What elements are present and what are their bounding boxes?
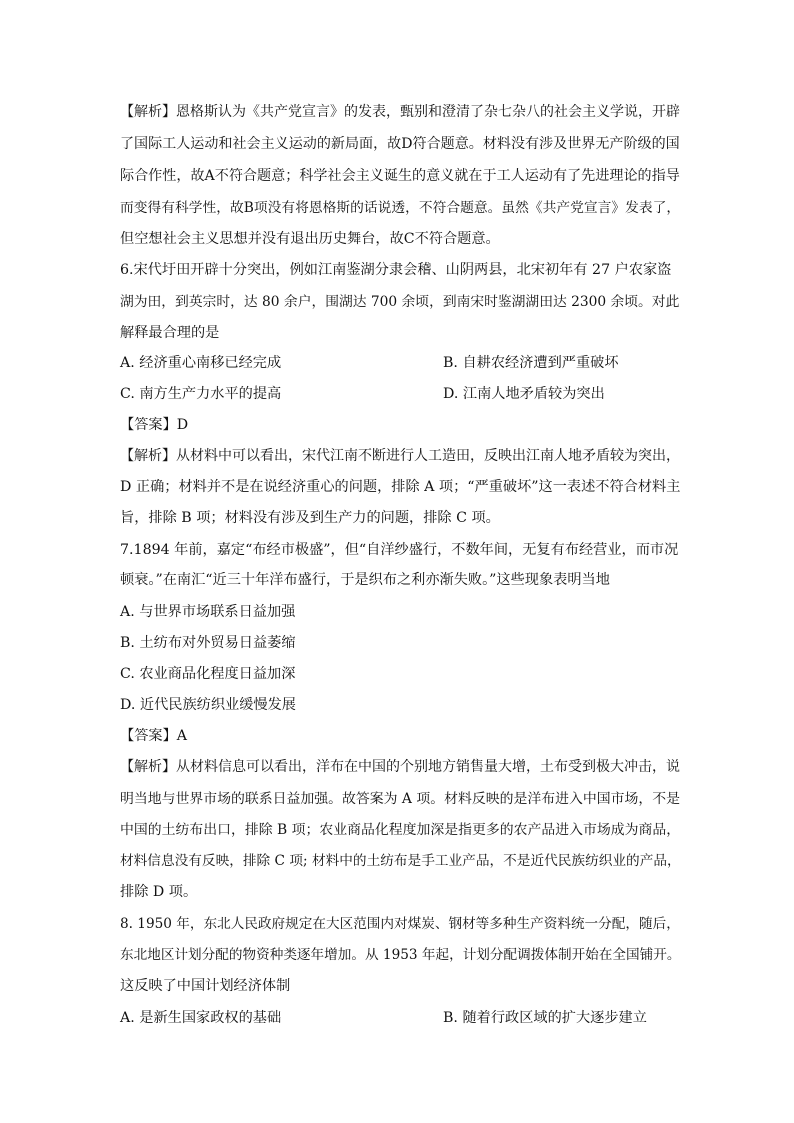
q5-analysis-line-1: 【解析】恩格斯认为《共产党宣言》的发表，甄别和澄清了杂七杂八的社会主义学说，开辟 xyxy=(120,104,680,120)
q6-option-a: A. 经济重心南移已经完成 xyxy=(120,355,282,371)
q7-analysis-line-5: 排除 D 项。 xyxy=(120,884,198,900)
q6-stem-line-2: 湖为田，到英宗时，达 80 余户，围湖达 700 余顷，到南宋时鉴湖湖田达 2300 余顷。对此 xyxy=(120,294,680,310)
q7-answer: 【答案】A xyxy=(120,728,187,744)
q7-analysis-line-4: 材料信息没有反映，排除 C 项; 材料中的土纺布是手工业产品，不是近代民族纺织业的产品， xyxy=(120,853,681,869)
q5-analysis-line-4: 而变得有科学性，故B项没有将恩格斯的话说透，不符合题意。虽然《共产党宣言》发表了， xyxy=(120,200,681,216)
q6-stem-line-3: 解释最合理的是 xyxy=(120,325,220,341)
q5-analysis-line-2: 了国际工人运动和社会主义运动的新局面，故D符合题意。材料没有涉及世界无产阶级的国 xyxy=(120,136,680,152)
q7-option-a: A. 与世界市场联系日益加强 xyxy=(120,604,296,620)
q7-stem-line-2: 顿衰。”在南汇“近三十年洋布盛行，于是织布之利亦渐失败。”这些现象表明当地 xyxy=(120,572,610,588)
q6-answer: 【答案】D xyxy=(120,417,189,433)
q7-option-d: D. 近代民族纺织业缓慢发展 xyxy=(120,697,296,713)
q7-analysis-line-3: 中国的土纺布出口，排除 B 项；农业商品化程度加深是指更多的农产品进入市场成为商品， xyxy=(120,822,681,838)
q7-stem-line-1: 7.1894 年前，嘉定“布经市极盛”，但“自洋纱盛行，不数年间，无复有布经营业，而市况 xyxy=(120,542,679,558)
q6-analysis-line-2: D 正确；材料并不是在说经济重心的问题，排除 A 项；“严重破坏”这一表述不符合材料主 xyxy=(120,479,681,495)
q5-analysis-line-5: 但空想社会主义思想并没有退出历史舞台，故C不符合题意。 xyxy=(120,231,500,247)
q6-analysis-line-3: 旨，排除 B 项；材料没有涉及到生产力的问题，排除 C 项。 xyxy=(120,510,500,526)
q6-stem-line-1: 6.宋代圩田开辟十分突出，例如江南鉴湖分隶会稽、山阴两县，北宋初年有 27 户农家盗 xyxy=(120,262,672,278)
q8-option-a: A. 是新生国家政权的基础 xyxy=(120,1010,282,1026)
q8-stem-line-1: 8. 1950 年，东北人民政府规定在大区范围内对煤炭、钢材等多种生产资料统一分配，随后， xyxy=(120,916,680,932)
q6-option-d: D. 江南人地矛盾较为突出 xyxy=(443,386,605,402)
q8-option-b: B. 随着行政区域的扩大逐步建立 xyxy=(443,1010,647,1026)
q7-option-b: B. 土纺布对外贸易日益萎缩 xyxy=(120,635,296,651)
q5-analysis-line-3: 际合作性，故A不符合题意；科学社会主义诞生的意义就在于工人运动有了先进理论的指导 xyxy=(120,168,680,184)
q6-option-b: B. 自耕农经济遭到严重破坏 xyxy=(443,355,619,371)
q7-option-c: C. 农业商品化程度日益加深 xyxy=(120,666,296,682)
q6-option-c: C. 南方生产力水平的提高 xyxy=(120,386,282,402)
q8-stem-line-2: 东北地区计划分配的物资种类逐年增加。从 1953 年起，计划分配调拨体制开始在全国铺开。 xyxy=(120,947,681,963)
q7-analysis-line-1: 【解析】从材料信息可以看出，洋布在中国的个别地方销售量大增，土布受到极大冲击，说 xyxy=(120,759,680,775)
q8-stem-line-3: 这反映了中国计划经济体制 xyxy=(120,978,291,994)
q7-analysis-line-2: 明当地与世界市场的联系日益加强。故答案为 A 项。材料反映的是洋布进入中国市场，不是 xyxy=(120,791,680,807)
q6-analysis-line-1: 【解析】从材料中可以看出，宋代江南不断进行人工造田，反映出江南人地矛盾较为突出， xyxy=(120,448,680,464)
